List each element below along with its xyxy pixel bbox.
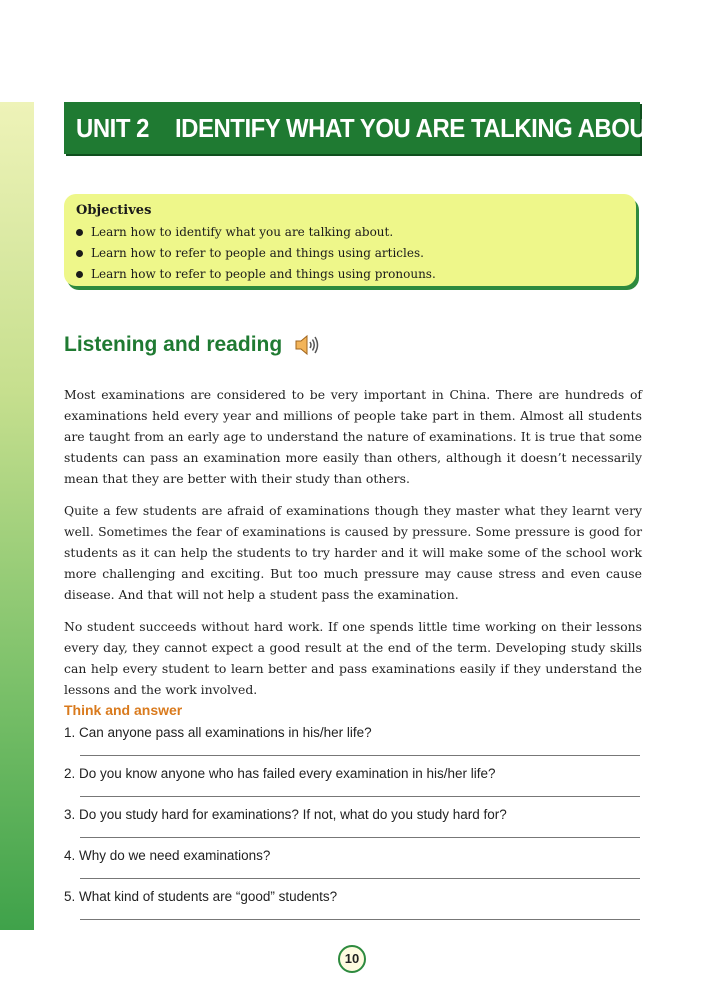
think-and-answer-section [64, 702, 640, 929]
section-heading [64, 333, 320, 357]
reading-passage [64, 384, 642, 711]
answer-line[interactable] [80, 755, 640, 756]
question-item [64, 724, 640, 765]
question-text: 2. Do you know anyone who has failed every examination in his/her life? [64, 766, 496, 781]
question-item [64, 888, 640, 929]
unit-banner [64, 102, 661, 154]
question-item [64, 765, 640, 806]
paragraph: No student succeeds without hard work. If one spends little time working on their lessons every day, they cannot expect a good result at the end of the term. Developing study skills can help every student to learn better and pass examinations easily if they understand the lessons and the work involved. [64, 619, 642, 697]
objective-text: Learn how to identify what you are talking about. [91, 225, 394, 239]
question-text: 4. Why do we need examinations? [64, 848, 271, 863]
question-item [64, 806, 640, 847]
answer-line[interactable] [80, 878, 640, 879]
objectives-box [64, 194, 636, 286]
objective-text: Learn how to refer to people and things using pronouns. [91, 267, 436, 281]
objectives-heading: Objectives [76, 203, 152, 218]
objective-text: Learn how to refer to people and things using articles. [91, 246, 424, 260]
question-text: 3. Do you study hard for examinations? If not, what do you study hard for? [64, 807, 507, 822]
answer-line[interactable] [80, 837, 640, 838]
objective-item [76, 222, 624, 243]
question-text: 1. Can anyone pass all examinations in his/her life? [64, 725, 372, 740]
question-text: 5. What kind of students are “good” students? [64, 889, 338, 904]
question-item [64, 847, 640, 888]
bullet-icon [76, 229, 83, 236]
paragraph: Quite a few students are afraid of examinations though they master what they learnt very well. Sometimes the fear of examinations is caused by pressure. Some pressure is good for students as it can help the students to try harder and it will make some of the school work more challenging and exciting. But too much pressure may cause stress and even cause disease. And that will not help a student pass the examination. [64, 503, 642, 602]
answer-line[interactable] [80, 796, 640, 797]
side-decoration-bar [0, 102, 34, 930]
section-title: Listening and reading [64, 333, 283, 356]
speaker-icon[interactable] [294, 333, 320, 357]
bullet-icon [76, 250, 83, 257]
objectives-list [76, 222, 624, 285]
unit-title: IDENTIFY WHAT YOU ARE TALKING ABOUT [175, 112, 661, 143]
bullet-icon [76, 271, 83, 278]
objective-item [76, 243, 624, 264]
paragraph: Most examinations are considered to be very important in China. There are hundreds of examinations held every year and millions of people take part in them. Almost all students are taught from an early age to understand the nature of examinations. It is true that some students can pass an examination more easily than others, although it doesn’t necessarily mean that they are better with their study than others. [64, 387, 642, 486]
think-heading: Think and answer [64, 702, 183, 718]
unit-label: UNIT 2 [76, 112, 149, 143]
page-number: 10 [338, 945, 366, 973]
objective-item [76, 264, 624, 285]
answer-line[interactable] [80, 919, 640, 920]
